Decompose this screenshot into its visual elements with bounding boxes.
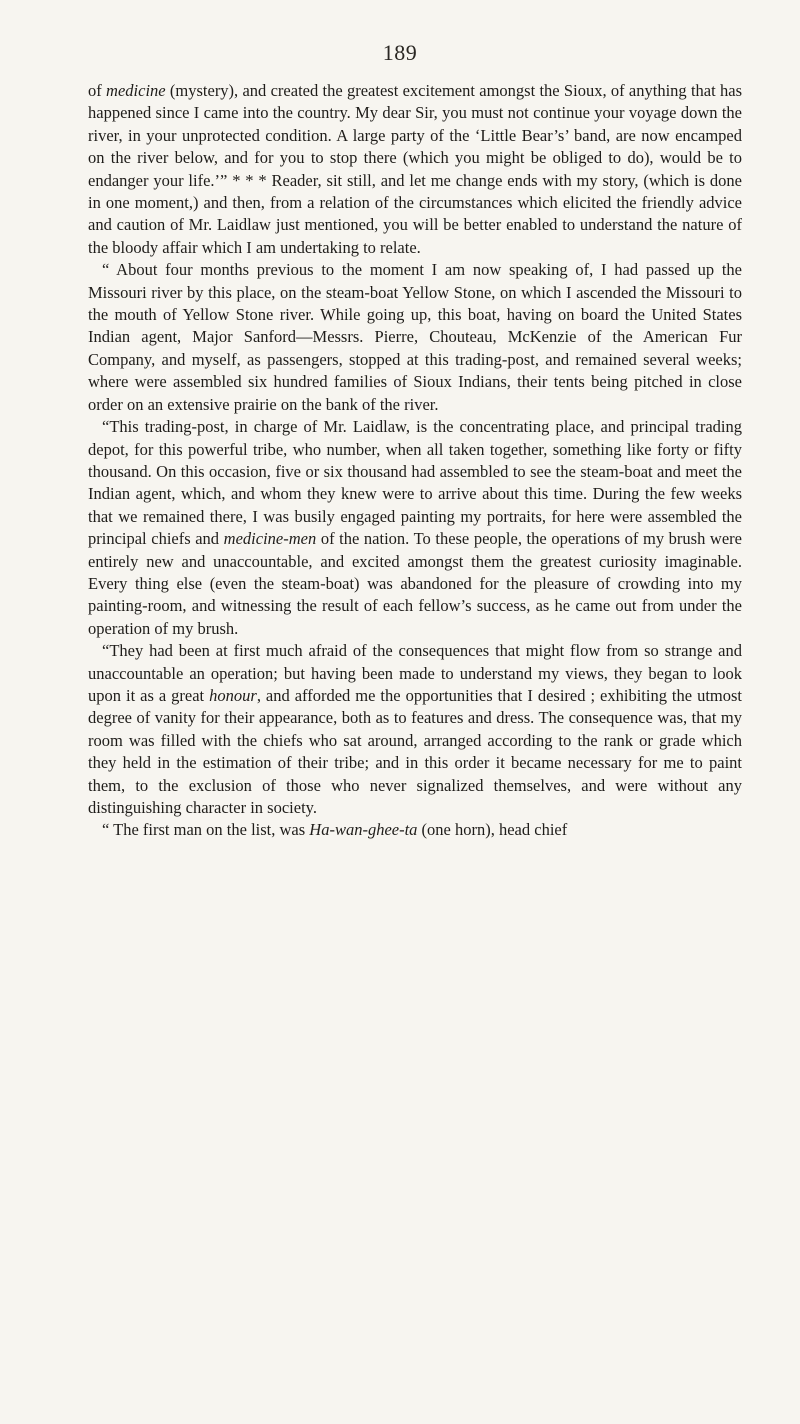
paragraph-1: [88, 80, 742, 259]
italic-text-run: honour: [209, 685, 257, 705]
text-run: (one horn), head chief: [417, 820, 568, 840]
italic-text-run: medicine-men: [223, 529, 317, 549]
text-run: “ About four months previous to the moment I am now speaking of, I had passed up the Missouri river by this place, on the steam-boat Yellow Stone, on which I ascended the Missouri to the mouth of Yellow Stone river. While going up, this boat, having on board the United States Indian agent, Major Sanford—Messrs. Pierre, Chouteau, McKenzie of the American Fur Company, and myself, as passengers, stopped at this trading-post, and remained several weeks; where were assembled six hundred families of Sioux Indians, their tents being pitched in close order on an extensive prairie on the bank of the river.: [88, 260, 742, 414]
italic-text-run: Ha-wan-ghee-ta: [309, 820, 418, 840]
text-run: “This trading-post, in charge of Mr. Laidlaw, is the concentrating place, and principal trading depot, for this powerful tribe, who number, when all taken together, something like forty or fifty thousand. On this occasion, five or six thousand had assembled to see the steam-boat and meet the Indian agent, which, and whom they knew were to arrive about this time. During the few weeks that we remained there, I was busily engaged painting my portraits, for here were assembled the principal chiefs and: [88, 417, 742, 549]
text-run: of the nation. To these people, the operations of my brush were entirely new and unaccountable, and excited amongst them the greatest curiosity imaginable. Every thing else (even the steam-boat) was abandoned for the pleasure of crowding into my painting-room, and witnessing the result of each fellow’s success, as he came out from under the operation of my brush.: [88, 529, 742, 638]
paragraph-2: [88, 259, 742, 416]
text-run: “ The first man on the list, was: [102, 820, 310, 840]
body-text: [88, 80, 742, 842]
text-run: of: [88, 81, 107, 100]
text-run: (mystery), and created the greatest excitement amongst the Sioux, of anything that has happened since I came into the country. My dear Sir, you must not continue your voyage down the river, in your unprotected condition. A large party of the ‘Little Bear’s’ band, are now encamped on the river below, and for you to stop there (which you might be obliged to do), would be to endanger your life.’” * * * Reader, sit still, and let me change ends with my story, (which is done in one moment,) and then, from a relation of the circumstances which elicited the friendly advice and caution of Mr. Laidlaw just mentioned, you will be better enabled to understand the nature of the bloody affair which I am undertaking to relate.: [88, 81, 742, 257]
paragraph-4: [88, 640, 742, 819]
paragraph-3: [88, 416, 742, 640]
text-run: , and afforded me the opportunities that I desired ; exhibiting the utmost degree of vanity for their appearance, both as to features and dress. The consequence was, that my room was filled with the chiefs who sat around, arranged according to the rank or grade which they held in the estimation of their tribe; and in this order it became necessary for me to paint them, to the exclusion of those who never signalized themselves, and were without any distinguishing character in society.: [88, 685, 742, 817]
paragraph-5: [88, 819, 742, 841]
page-number: 189: [382, 40, 418, 65]
italic-text-run: medicine: [106, 81, 166, 100]
text-run: “They had been at first much afraid of the consequences that might flow from so strange and unaccountable an operation; but having been made to understand my views, they began to look upon it as a great: [88, 641, 742, 705]
